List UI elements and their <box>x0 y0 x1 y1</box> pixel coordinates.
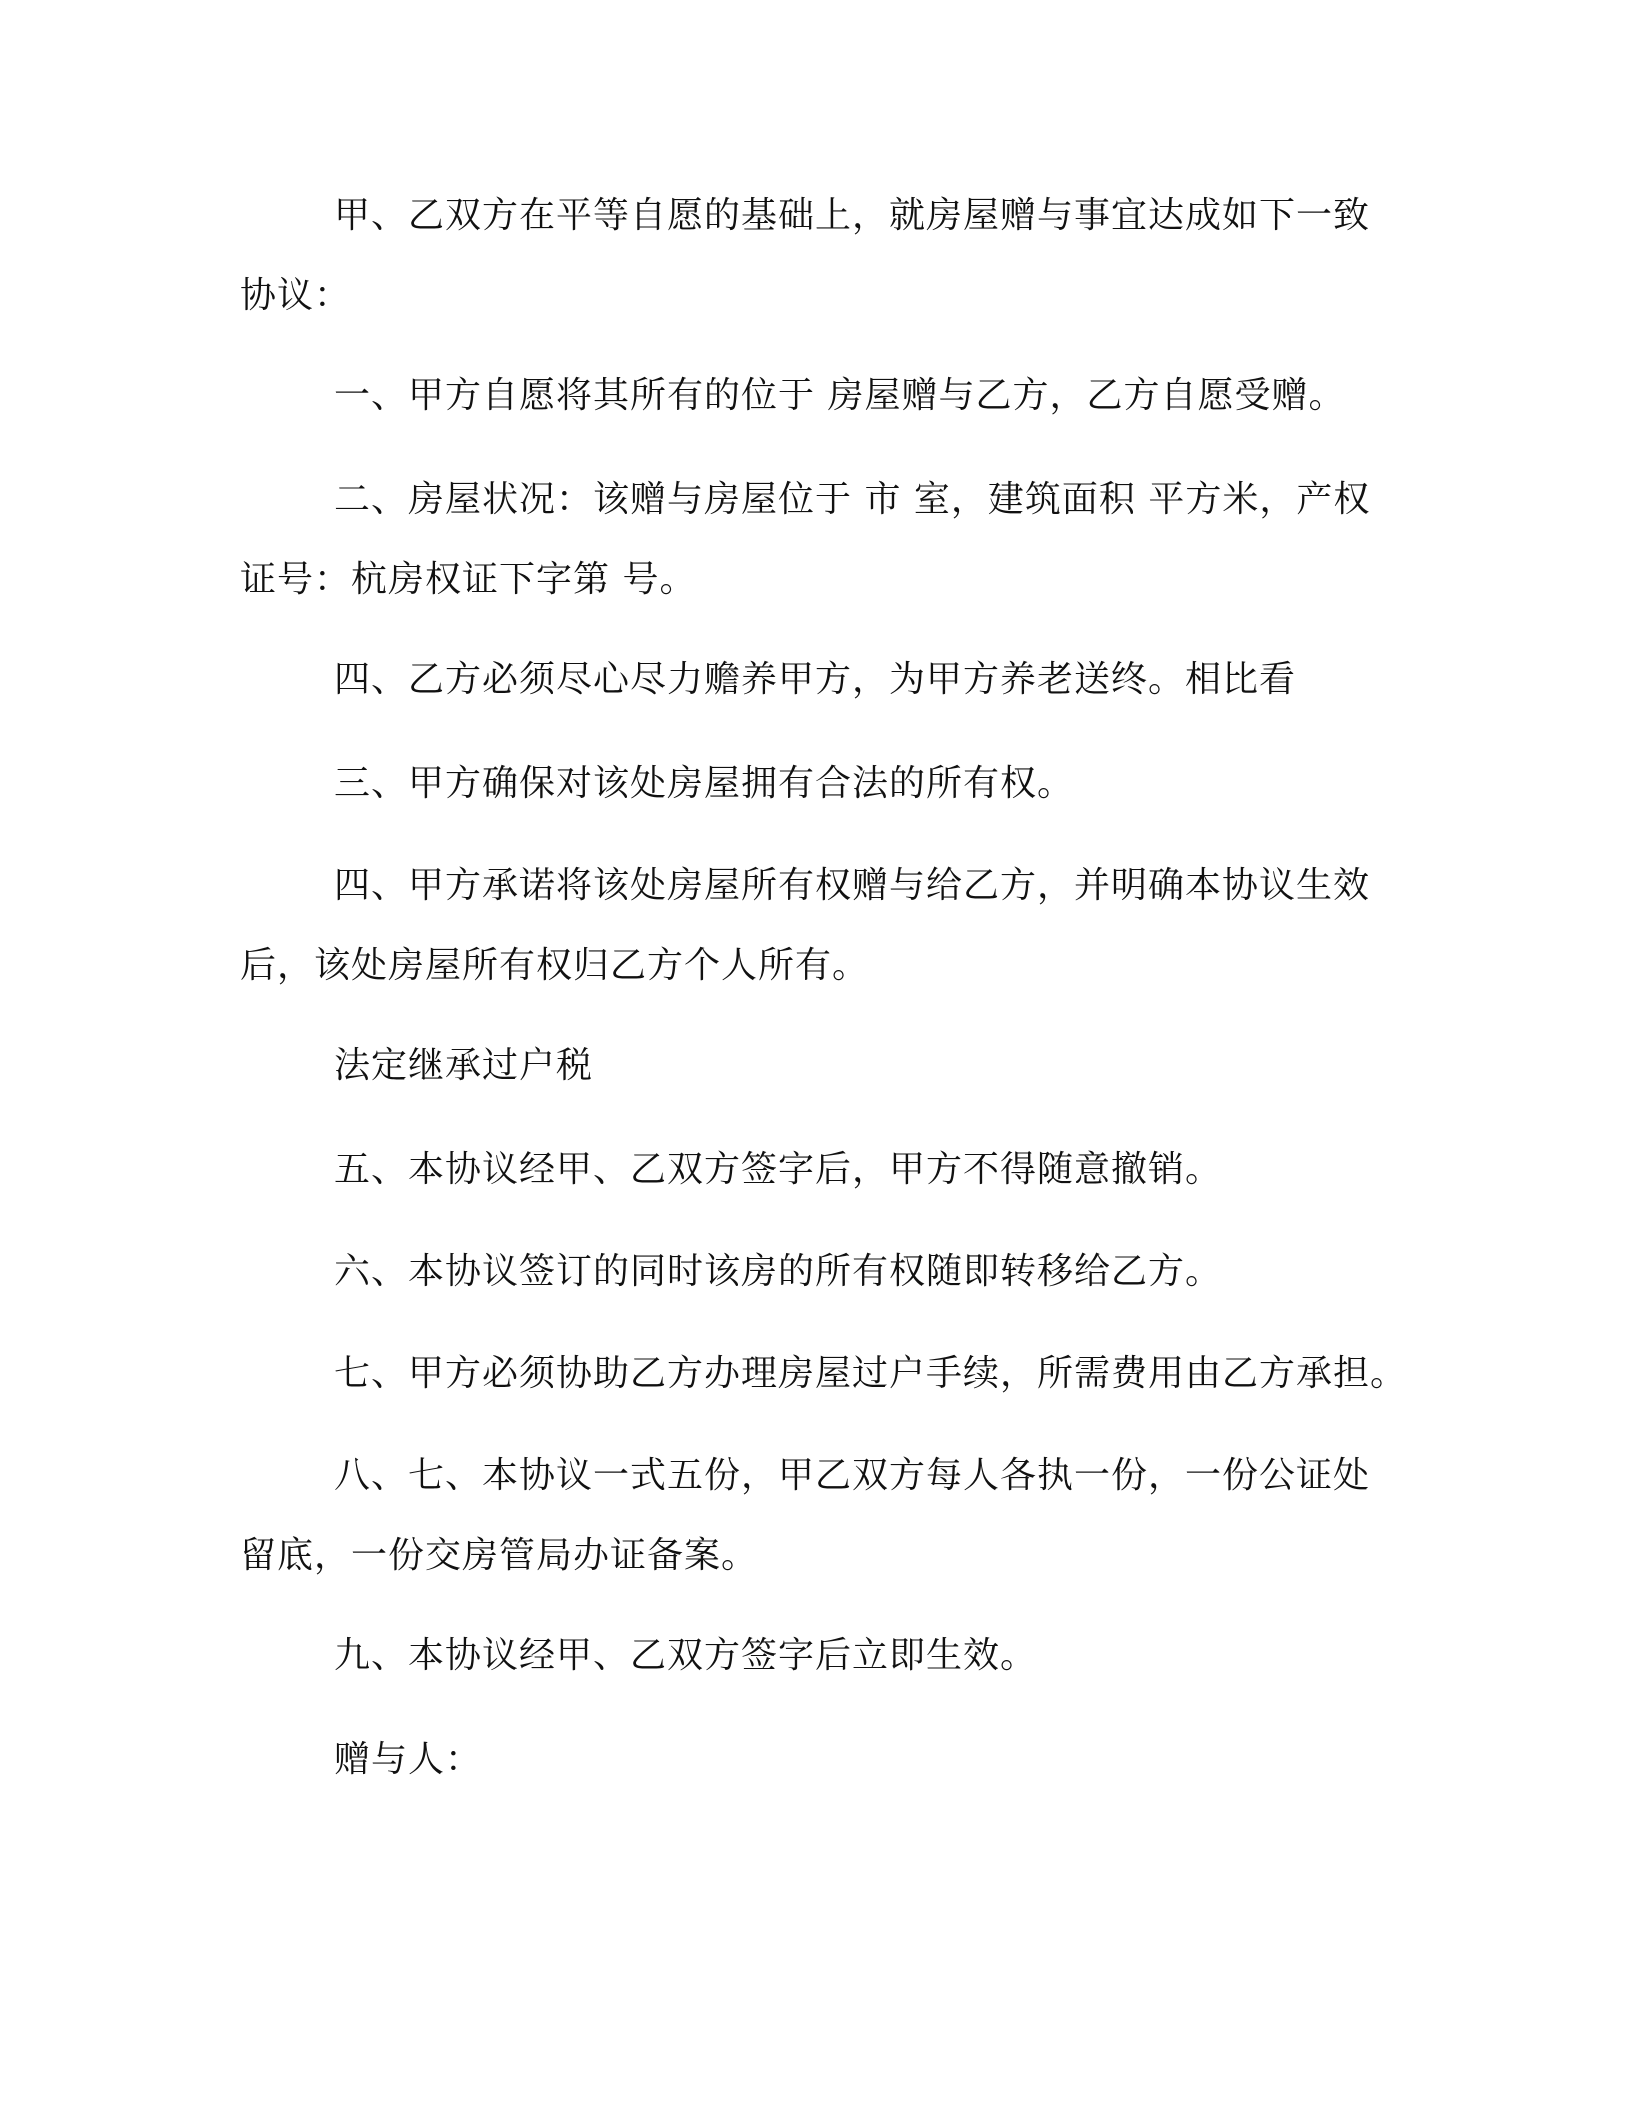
donor-signature-label: 赠与人： <box>334 1739 483 1780</box>
paragraph-clause-7: 七、甲方必须协助乙方办理房屋过户手续，所需费用由乙方承担。 <box>334 1353 1408 1394</box>
paragraph-clause-5: 五、本协议经甲、乙双方签字后，甲方不得随意撤销。 <box>334 1149 1223 1190</box>
paragraph-clause-3: 三、甲方确保对该处房屋拥有合法的所有权。 <box>334 763 1075 804</box>
paragraph-clause-6: 六、本协议签订的同时该房的所有权随即转移给乙方。 <box>334 1251 1223 1292</box>
paragraph-inheritance-note: 法定继承过户税 <box>334 1045 594 1086</box>
paragraph-clause-1: 一、甲方自愿将其所有的位于 房屋赠与乙方，乙方自愿受赠。 <box>334 375 1346 416</box>
paragraph-clause-4b: 四、甲方承诺将该处房屋所有权赠与给乙方，并明确本协议生效后，该处房屋所有权归乙方个人所有。 <box>240 865 1371 986</box>
paragraph-agreement-intro: 甲、乙双方在平等自愿的基础上，就房屋赠与事宜达成如下一致协议： <box>240 195 1371 316</box>
paragraph-clause-9: 九、本协议经甲、乙双方签字后立即生效。 <box>334 1635 1038 1676</box>
paragraph-clause-8: 八、七、本协议一式五份，甲乙双方每人各执一份，一份公证处留底，一份交房管局办证备案。 <box>240 1455 1371 1576</box>
paragraph-clause-2: 二、房屋状况：该赠与房屋位于 市 室，建筑面积 平方米，产权证号：杭房权证下字第 号。 <box>240 479 1371 600</box>
paragraph-clause-4a: 四、乙方必须尽心尽力赡养甲方，为甲方养老送终。相比看 <box>334 659 1297 700</box>
